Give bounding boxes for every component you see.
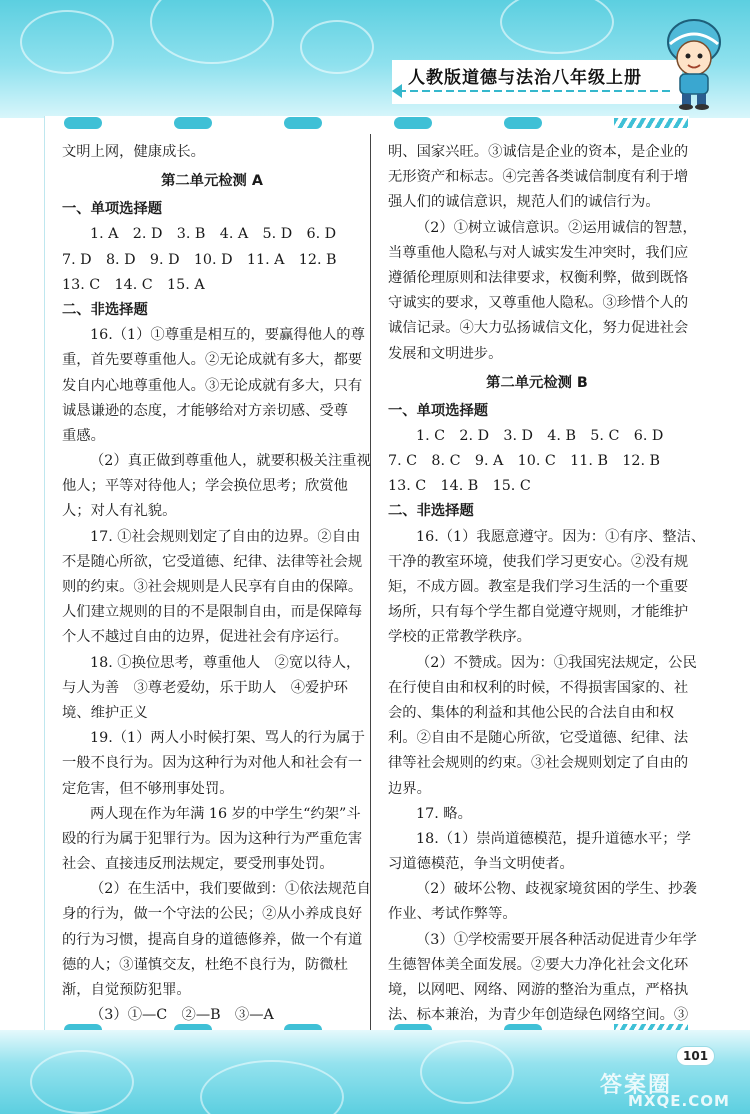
text-line: （3）①学校需要开展各种活动促进青少年学 [416,931,697,948]
text-line: 强人们的诚信意识，规范人们的诚信行为。 [388,194,660,211]
frame-tab [284,117,322,129]
text-line: （2）在生活中，我们要做到：①依法规范自 [90,881,371,898]
banner-doodle [500,0,614,54]
watermark-site: MXQE.COM [628,1092,730,1110]
text-line: 人们建立规则的目的不是限制自由，而是保障每 [62,604,363,621]
text-line: 在行使自由和权利的时候，不得损害国家的、社 [388,679,689,696]
answer-line: 13. C 14. B 15. C [388,478,531,495]
text-line: 发展和文明进步。 [388,345,503,362]
text-line: 的行为习惯，提高自身的道德修养，做一个有道 [62,931,363,948]
banner-doodle [300,20,374,74]
text-line: 会的、集体的利益和其他公民的合法自由和权 [388,704,674,721]
banner-doodle [20,10,114,74]
text-line: 法、标本兼治，为青少年创造绿色网络空间。③ [388,1007,689,1024]
text-line: 德的人；③谨慎交友，杜绝不良行为，防微杜 [62,956,348,973]
text-line: （2）真正做到尊重他人，就要积极关注重视 [90,453,371,470]
text-line: 17. 略。 [416,805,472,822]
text-line: 发自内心地尊重他人。③无论成就有多大，只有 [62,377,363,394]
left-column [62,140,371,1079]
section-heading: 二、非选择题 [388,503,474,520]
text-line: 社会、直接违反刑法规定，要受刑事处罚。 [62,856,334,873]
text-line: 16.（1）我愿意遵守。因为：①有序、整洁、 [416,528,706,545]
text-line: 一般不良行为。因为这种行为对他人和社会有一 [62,755,363,772]
frame-tab [174,117,212,129]
text-line: 他人；平等对待他人；学会换位思考；欣赏他 [62,478,348,495]
answer-line: 7. D 8. D 9. D 10. D 11. A 12. B [62,251,337,268]
section-title: 第二单元检测 A [161,173,263,190]
banner-doodle [420,1040,514,1104]
book-title: 人教版道德与法治八年级上册 [408,68,642,88]
text-line: 无形资产和标志。④完善各类诚信制度有利于增 [388,169,689,186]
mascot-boy-icon [654,14,734,110]
banner-doodle [200,1060,344,1114]
text-line: （2）不赞成。因为：①我国宪法规定，公民 [416,654,697,671]
text-line: 诚信记录。④大力弘扬诚信文化，努力促进社会 [388,320,689,337]
text-line: （2）①树立诚信意识。②运用诚信的智慧， [416,219,697,236]
text-line: 18.（1）崇尚道德模范，提升道德水平；学 [416,830,691,847]
watermark [600,1068,730,1110]
text-line: 不是随心所欲，它受道德、纪律、法律等社会规 [62,553,363,570]
text-line: 境，以网吧、网络、网游的整治为重点，严格执 [388,982,689,998]
text-line: 守诚实的要求，又尊重他人隐私。③珍惜个人的 [388,295,689,312]
text-line: 律等社会规则的约束。③社会规则划定了自由的 [388,755,689,772]
text-line: 场所，只有每个学生都自觉遵守规则，才能维护 [388,604,689,621]
watermark-logo: 答案圈 [600,1073,673,1098]
frame-tab [64,117,102,129]
text-line: 与人为善 ③尊老爱幼，乐于助人 ④爱护环 [62,679,348,696]
answer-line: 7. C 8. C 9. A 10. C 11. B 12. B [388,453,661,470]
frame-top-tabs [44,116,688,130]
section-heading: 一、单项选择题 [388,402,489,419]
text-line: 矩，不成方圆。教室是我们学习生活的一个重要 [388,579,689,595]
text-line: 境、维护正义 [62,704,148,721]
text-line: 生德智体美全面发展。②要大力净化社会文化环 [388,956,689,973]
text-line: 利。②自由不是随心所欲，它受道德、纪律、法 [388,730,689,747]
text-line: 文明上网，健康成长。 [62,144,205,160]
text-line: 17. ①社会规则划定了自由的边界。②自由 [90,528,361,545]
text-line: 人；对人有礼貌。 [62,503,177,520]
text-line: 渐，自觉预防犯罪。 [62,982,191,998]
banner-doodle [150,0,274,64]
answer-line: 1. C 2. D 3. D 4. B 5. C 6. D [416,427,664,444]
text-line: 明、国家兴旺。③诚信是企业的资本，是企业的 [388,144,689,160]
text-line: 诚恳谦逊的态度，才能够给对方亲切感、受尊 [62,402,348,419]
text-line: 两人现在作为年满 16 岁的中学生“约架”斗 [90,805,361,822]
answer-line: （3）①—C ②—B ③—A [90,1007,274,1024]
frame-tab [504,117,542,129]
title-underline [398,90,672,92]
text-line: 定危害，但不够刑事处罚。 [62,780,234,797]
text-line: 重感。 [62,427,105,444]
section-title: 第二单元检测 B [486,374,588,391]
text-line: 重，首先要尊重他人。②无论成就有多大，都要 [62,352,363,369]
text-line: 习道德模范，争当文明使者。 [388,856,574,873]
answer-line: 1. A 2. D 3. B 4. A 5. D 6. D [90,226,337,243]
text-line: 干净的教室环境，使我们学习更安心。②没有规 [388,553,689,570]
text-line: 19.（1）两人小时候打架、骂人的行为属于 [90,730,365,747]
page-number: 101 [676,1046,715,1066]
frame-tab [394,117,432,129]
answer-line: 13. C 14. C 15. A [62,276,205,293]
frame-stripes [614,118,688,128]
text-line: 边界。 [388,780,431,797]
text-line: （2）破坏公物、歧视家境贫困的学生、抄袭 [416,881,697,898]
text-line: 18. ①换位思考，尊重他人 ②宽以待人， [90,654,361,671]
text-line: 殴的行为属于犯罪行为。因为这种行为严重危害 [62,830,363,847]
text-line: 则的约束。③社会规则是人民享有自由的保障。 [62,579,363,595]
text-line: 遵循伦理原则和法律要求，权衡利弊，做到既恪 [388,269,689,286]
text-line: 学校的正常教学秩序。 [388,629,531,646]
text-line: 身的行为，做一个守法的公民；②从小养成良好 [62,906,363,923]
text-line: 当尊重他人隐私与对人诚实发生冲突时，我们应 [388,244,689,261]
section-heading: 二、非选择题 [62,301,148,318]
text-line: 个人不越过自由的边界，促进社会有序运行。 [62,629,348,646]
text-line: 16.（1）①尊重是相互的，要赢得他人的尊 [90,327,365,344]
text-line: 作业、考试作弊等。 [388,906,517,923]
banner-doodle [30,1050,134,1114]
section-heading: 一、单项选择题 [62,201,163,218]
